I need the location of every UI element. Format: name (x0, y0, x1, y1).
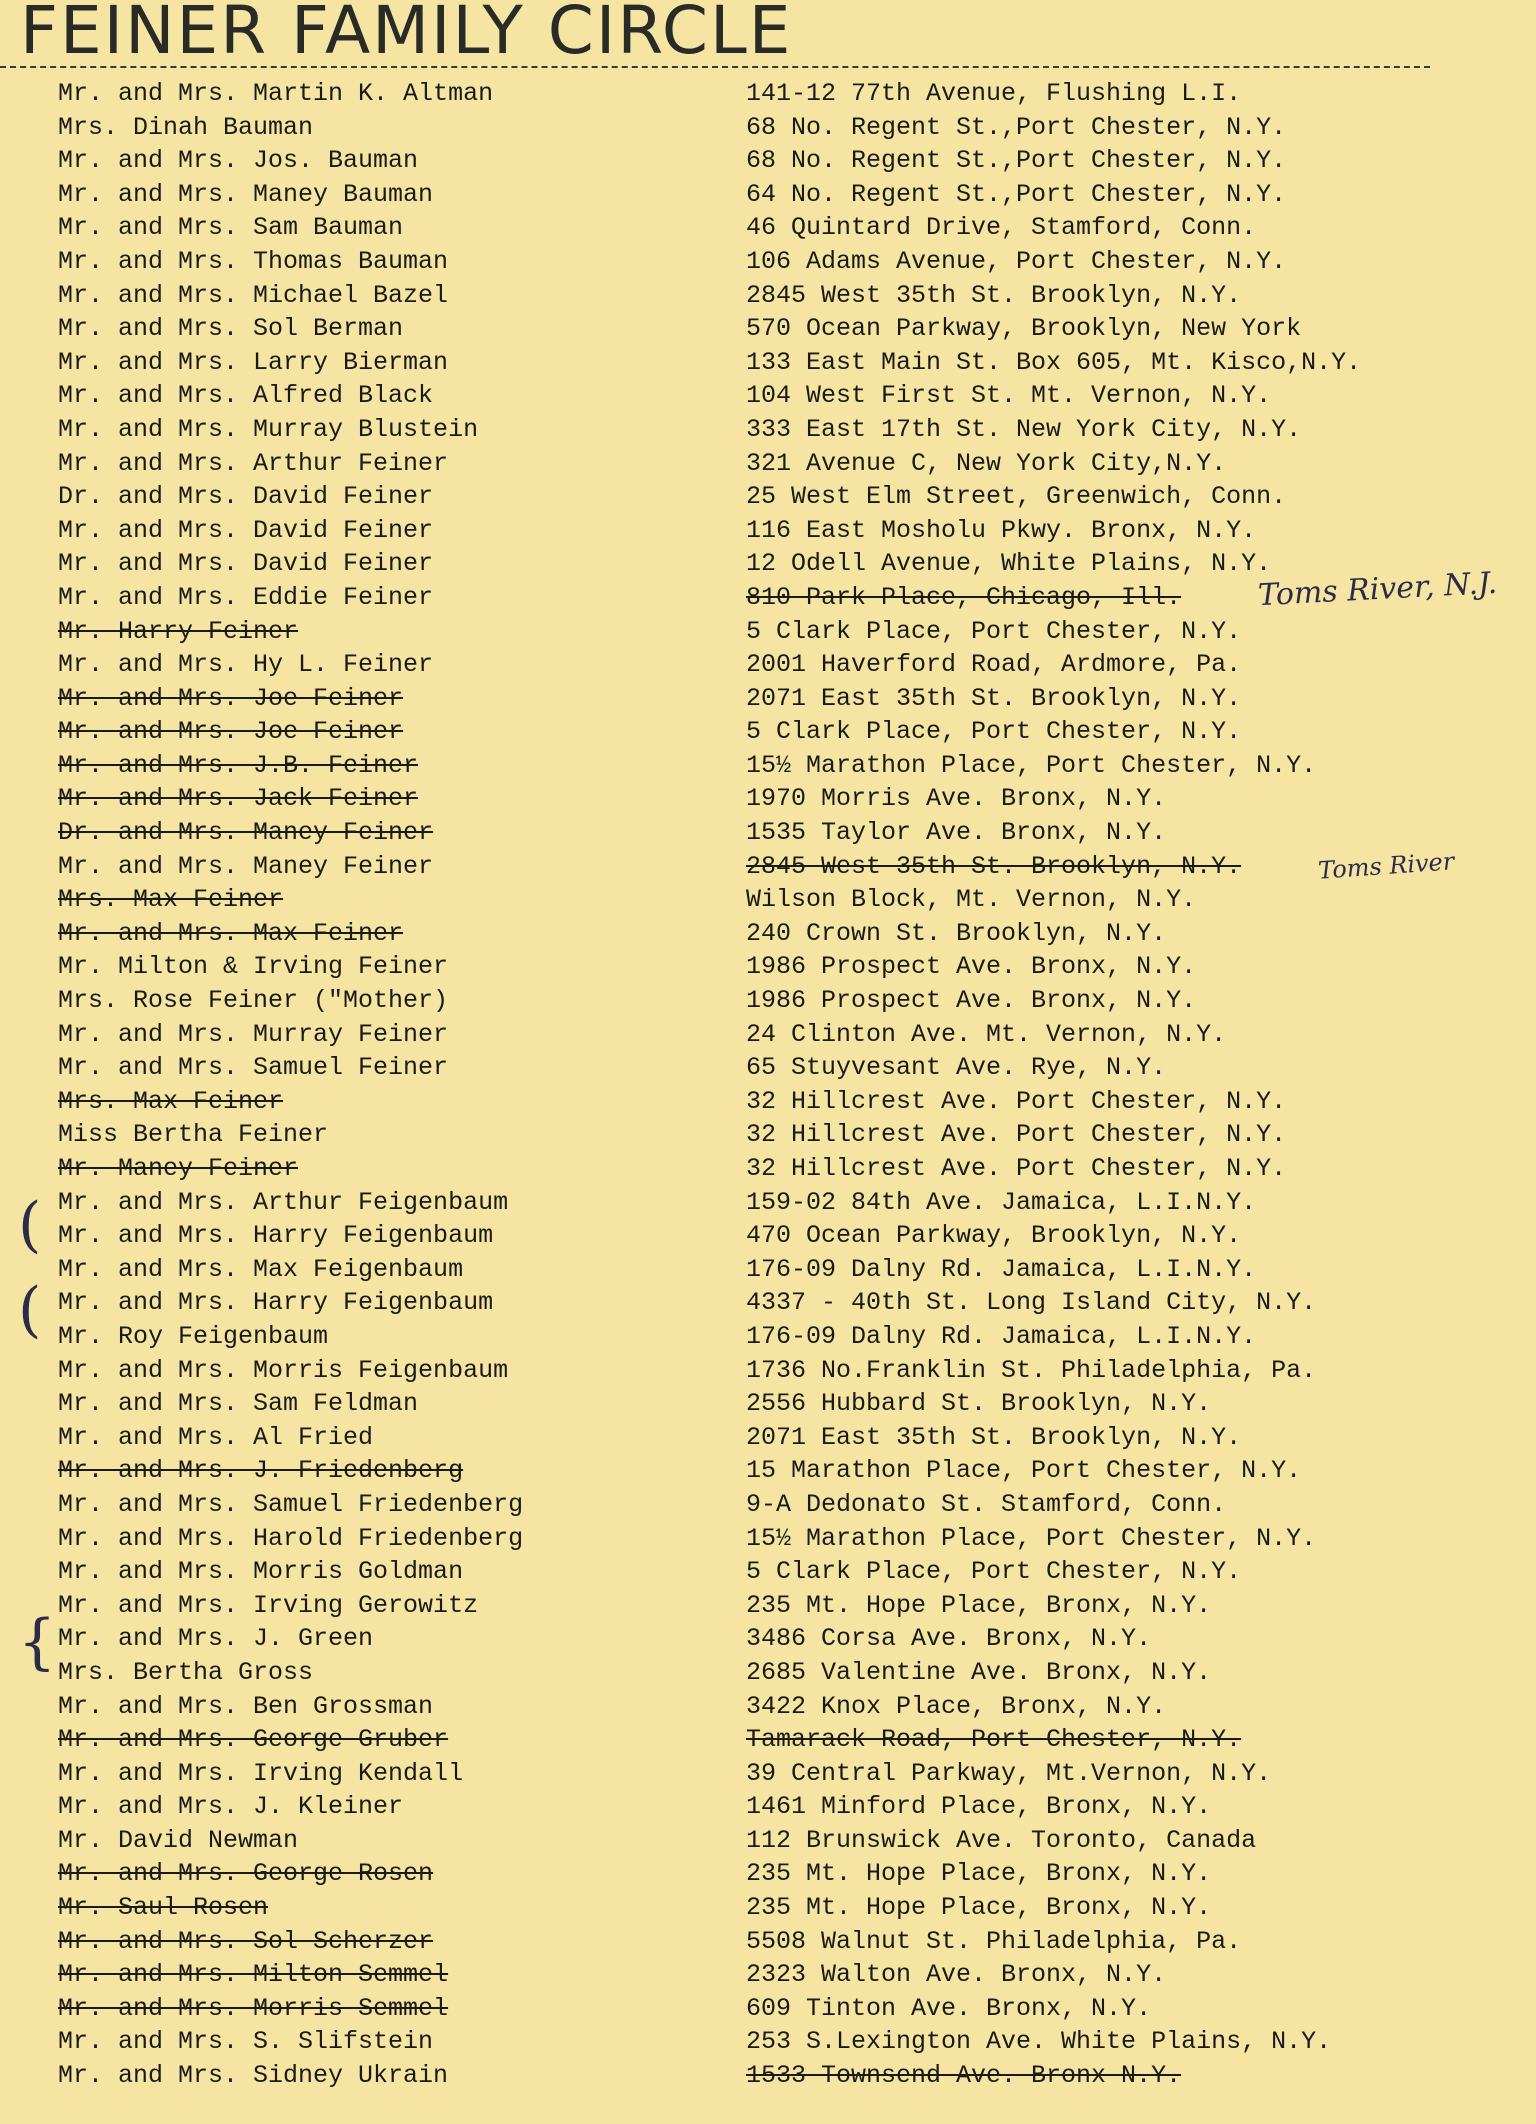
entry-name: Mr. and Mrs. Irving Kendall (58, 1758, 464, 1788)
list-item (0, 1723, 1536, 1757)
entry-name: Mrs. Rose Feiner ("Mother) (58, 986, 449, 1016)
entry-name: Mr. and Mrs. Maney Bauman (58, 179, 434, 209)
entry-address: 112 Brunswick Ave. Toronto, Canada (746, 1825, 1257, 1855)
list-item (0, 1958, 1536, 1992)
entry-name: Mr. and Mrs. Eddie Feiner (58, 582, 434, 612)
list-item (0, 1925, 1536, 1959)
entry-address: 2071 East 35th St. Brooklyn, N.Y. (746, 683, 1242, 713)
entry-address: 570 Ocean Parkway, Brooklyn, New York (746, 314, 1302, 344)
entry-address: 2071 East 35th St. Brooklyn, N.Y. (746, 1422, 1242, 1452)
list-item (0, 749, 1536, 783)
entry-name: Mr. and Mrs. Arthur Feigenbaum (58, 1187, 509, 1217)
entry-name: Mr. and Mrs. J. Green (58, 1624, 374, 1654)
entry-address: 1986 Prospect Ave. Bronx, N.Y. (746, 952, 1197, 982)
entry-address: 1535 Taylor Ave. Bronx, N.Y. (746, 818, 1167, 848)
entry-address: 235 Mt. Hope Place, Bronx, N.Y. (746, 1859, 1212, 1889)
entry-address: 2845 West 35th St. Brooklyn, N.Y. (746, 851, 1242, 881)
entry-name: Mr. and Mrs. Murray Feiner (58, 1019, 449, 1049)
entry-address: 25 West Elm Street, Greenwich, Conn. (746, 482, 1287, 512)
entry-address: 32 Hillcrest Ave. Port Chester, N.Y. (746, 1120, 1287, 1150)
entry-address: 3422 Knox Place, Bronx, N.Y. (746, 1691, 1167, 1721)
handwritten-note: Toms River, N.J. (1257, 565, 1498, 614)
list-item (0, 1790, 1536, 1824)
entry-address: 68 No. Regent St.,Port Chester, N.Y. (746, 112, 1287, 142)
list-item (0, 1051, 1536, 1085)
entry-address: 15 Marathon Place, Port Chester, N.Y. (746, 1456, 1302, 1486)
entry-address: 235 Mt. Hope Place, Bronx, N.Y. (746, 1590, 1212, 1620)
list-item (0, 447, 1536, 481)
entry-name: Mr. and Mrs. Morris Feigenbaum (58, 1355, 509, 1385)
list-item (0, 682, 1536, 716)
list-item (0, 211, 1536, 245)
entry-address: 141-12 77th Avenue, Flushing L.I. (746, 79, 1242, 108)
entry-address: 5508 Walnut St. Philadelphia, Pa. (746, 1926, 1242, 1956)
list-item (0, 917, 1536, 951)
entry-name: Mr. and Mrs. Thomas Bauman (58, 246, 449, 276)
entry-name: Mr. and Mrs. Jack Feiner (58, 784, 419, 814)
entry-name: Mr. and Mrs. David Feiner (58, 515, 434, 545)
list-item (0, 77, 1536, 111)
list-item (0, 984, 1536, 1018)
entry-address: 1461 Minford Place, Bronx, N.Y. (746, 1792, 1212, 1822)
list-item (0, 1857, 1536, 1891)
entry-address: 9-A Dedonato St. Stamford, Conn. (746, 1489, 1227, 1519)
entry-name: Mrs. Max Feiner (58, 1086, 284, 1116)
entry-address: 1986 Prospect Ave. Bronx, N.Y. (746, 986, 1197, 1016)
entry-address: 176-09 Dalny Rd. Jamaica, L.I.N.Y. (746, 1254, 1257, 1284)
entry-address: 65 Stuyvesant Ave. Rye, N.Y. (746, 1053, 1167, 1083)
entry-name: Mr. and Mrs. Max Feigenbaum (58, 1254, 464, 1284)
entry-address: 333 East 17th St. New York City, N.Y. (746, 414, 1302, 444)
handwritten-brace-mark: { (18, 1607, 57, 1677)
entry-name: Mr. and Mrs. J. Kleiner (58, 1792, 404, 1822)
entry-address: 609 Tinton Ave. Bronx, N.Y. (746, 1993, 1152, 2023)
list-item (0, 1656, 1536, 1690)
entry-name: Mrs. Bertha Gross (58, 1657, 314, 1687)
list-item (0, 615, 1536, 649)
entry-name: Mr. and Mrs. Joe Feiner (58, 717, 404, 747)
list-item (0, 1488, 1536, 1522)
entry-address: 24 Clinton Ave. Mt. Vernon, N.Y. (746, 1019, 1227, 1049)
entry-address: 12 Odell Avenue, White Plains, N.Y. (746, 549, 1272, 579)
entry-name: Mr. Saul Rosen (58, 1893, 269, 1923)
entry-address: 46 Quintard Drive, Stamford, Conn. (746, 213, 1257, 243)
list-item (0, 279, 1536, 313)
list-item (0, 346, 1536, 380)
list-item (0, 144, 1536, 178)
list-item (0, 648, 1536, 682)
entry-address: 240 Crown St. Brooklyn, N.Y. (746, 918, 1167, 948)
entry-address: 2001 Haverford Road, Ardmore, Pa. (746, 650, 1242, 680)
entry-name: Mr. and Mrs. Max Feiner (58, 918, 404, 948)
entry-address: 176-09 Dalny Rd. Jamaica, L.I.N.Y. (746, 1321, 1257, 1351)
entry-name: Mr. and Mrs. Sam Bauman (58, 213, 404, 243)
handwritten-bracket-mark: ( (18, 1275, 42, 1345)
list-item (0, 1219, 1536, 1253)
entry-address: 5 Clark Place, Port Chester, N.Y. (746, 717, 1242, 747)
entry-address: 4337 - 40th St. Long Island City, N.Y. (746, 1288, 1317, 1318)
entry-name: Mr. and Mrs. Samuel Feiner (58, 1053, 449, 1083)
entry-name: Dr. and Mrs. David Feiner (58, 482, 434, 512)
list-item (0, 379, 1536, 413)
entry-name: Mr. and Mrs. Hy L. Feiner (58, 650, 434, 680)
list-item (0, 2025, 1536, 2059)
entry-name: Mr. and Mrs. S. Slifstein (58, 2027, 434, 2057)
entry-name: Mr. and Mrs. Arthur Feiner (58, 448, 449, 478)
entry-address: 2323 Walton Ave. Bronx, N.Y. (746, 1960, 1167, 1990)
entry-address: 470 Ocean Parkway, Brooklyn, N.Y. (746, 1221, 1242, 1251)
entry-name: Mr. and Mrs. Samuel Friedenberg (58, 1489, 524, 1519)
entry-address: 2685 Valentine Ave. Bronx, N.Y. (746, 1657, 1212, 1687)
list-item (0, 111, 1536, 145)
list-item (0, 514, 1536, 548)
entry-name: Mr. and Mrs. Martin K. Altman (58, 79, 494, 108)
list-item (0, 1421, 1536, 1455)
list-item (0, 715, 1536, 749)
entry-name: Mr. and Mrs. Morris Semmel (58, 1993, 449, 2023)
list-item (0, 1589, 1536, 1623)
entry-address: 133 East Main St. Box 605, Mt. Kisco,N.Y. (746, 347, 1362, 377)
entry-address: 5 Clark Place, Port Chester, N.Y. (746, 616, 1242, 646)
handwritten-bracket-mark: ( (18, 1190, 42, 1260)
list-item (0, 1522, 1536, 1556)
entry-address: Tamarack Road, Port Chester, N.Y. (746, 1725, 1242, 1755)
entry-address: 1970 Morris Ave. Bronx, N.Y. (746, 784, 1167, 814)
entry-name: Mr. and Mrs. Maney Feiner (58, 851, 434, 881)
list-item (0, 1320, 1536, 1354)
list-item (0, 1454, 1536, 1488)
list-item (0, 1690, 1536, 1724)
entry-address: 104 West First St. Mt. Vernon, N.Y. (746, 381, 1272, 411)
list-item (0, 413, 1536, 447)
entry-name: Mr. and Mrs. Sol Berman (58, 314, 404, 344)
entry-name: Mr. and Mrs. David Feiner (58, 549, 434, 579)
entry-name: Mr. and Mrs. Irving Gerowitz (58, 1590, 479, 1620)
address-list (0, 77, 1536, 2093)
list-item (0, 1387, 1536, 1421)
entry-address: 3486 Corsa Ave. Bronx, N.Y. (746, 1624, 1152, 1654)
list-item (0, 883, 1536, 917)
entry-name: Miss Bertha Feiner (58, 1120, 329, 1150)
entry-name: Mr. and Mrs. Jos. Bauman (58, 146, 419, 176)
entry-address: 2845 West 35th St. Brooklyn, N.Y. (746, 280, 1242, 310)
list-item (0, 1992, 1536, 2026)
entry-name: Mr. and Mrs. Alfred Black (58, 381, 434, 411)
entry-address: 810 Park Place, Chicago, Ill. (746, 582, 1182, 612)
handwritten-note: Toms River (1317, 847, 1456, 885)
entry-address: Wilson Block, Mt. Vernon, N.Y. (746, 885, 1197, 915)
entry-name: Mr. Milton & Irving Feiner (58, 952, 449, 982)
entry-name: Mr. and Mrs. Al Fried (58, 1422, 374, 1452)
list-item (0, 782, 1536, 816)
entry-address: 159-02 84th Ave. Jamaica, L.I.N.Y. (746, 1187, 1257, 1217)
entry-name: Mr. and Mrs. J.B. Feiner (58, 750, 419, 780)
entry-address: 253 S.Lexington Ave. White Plains, N.Y. (746, 2027, 1332, 2057)
list-item (0, 1286, 1536, 1320)
entry-name: Mrs. Max Feiner (58, 885, 284, 915)
list-item (0, 1824, 1536, 1858)
entry-address: 32 Hillcrest Ave. Port Chester, N.Y. (746, 1086, 1287, 1116)
list-item (0, 1622, 1536, 1656)
list-item (0, 178, 1536, 212)
entry-address: 39 Central Parkway, Mt.Vernon, N.Y. (746, 1758, 1272, 1788)
entry-address: 32 Hillcrest Ave. Port Chester, N.Y. (746, 1154, 1287, 1183)
entry-name: Dr. and Mrs. Maney Feiner (58, 818, 434, 848)
entry-name: Mr. and Mrs. George Rosen (58, 1859, 434, 1889)
entry-name: Mr. and Mrs. Larry Bierman (58, 347, 449, 377)
entry-address: 235 Mt. Hope Place, Bronx, N.Y. (746, 1893, 1212, 1923)
entry-name: Mr. and Mrs. Ben Grossman (58, 1691, 434, 1721)
list-item (0, 1152, 1536, 1186)
list-item (0, 1253, 1536, 1287)
entry-name: Mr. Harry Feiner (58, 616, 299, 646)
title-divider (0, 66, 1430, 68)
entry-name: Mrs. Dinah Bauman (58, 112, 314, 142)
list-item (0, 1555, 1536, 1589)
list-item (0, 1018, 1536, 1052)
entry-address: 15½ Marathon Place, Port Chester, N.Y. (746, 750, 1317, 780)
list-item (0, 850, 1536, 884)
list-item (0, 1085, 1536, 1119)
entry-name: Mr. and Mrs. Harold Friedenberg (58, 1523, 524, 1553)
entry-address: 15½ Marathon Place, Port Chester, N.Y. (746, 1523, 1317, 1553)
entry-name: Mr. and Mrs. George Gruber (58, 1725, 449, 1755)
entry-name: Mr. Roy Feigenbaum (58, 1321, 329, 1351)
entry-name: Mr. and Mrs. Michael Bazel (58, 280, 449, 310)
entry-name: Mr. and Mrs. Morris Goldman (58, 1557, 464, 1587)
list-item (0, 245, 1536, 279)
entry-name: Mr. and Mrs. Harry Feigenbaum (58, 1221, 494, 1251)
entry-address: 64 No. Regent St.,Port Chester, N.Y. (746, 179, 1287, 209)
list-item (0, 950, 1536, 984)
list-item (0, 1186, 1536, 1220)
list-item (0, 480, 1536, 514)
entry-address: 1736 No.Franklin St. Philadelphia, Pa. (746, 1355, 1317, 1385)
list-item (0, 312, 1536, 346)
entry-name: Mr. and Mrs. Milton Semmel (58, 1960, 449, 1990)
entry-name: Mr. Maney Feiner (58, 1154, 299, 1183)
entry-name: Mr. and Mrs. Sol Scherzer (58, 1926, 434, 1956)
entry-name: Mr. and Mrs. Joe Feiner (58, 683, 404, 713)
list-item (0, 1354, 1536, 1388)
entry-name: Mr. and Mrs. J. Friedenberg (58, 1456, 464, 1486)
entry-name: Mr. David Newman (58, 1825, 299, 1855)
entry-name: Mr. and Mrs. Sam Feldman (58, 1389, 419, 1419)
entry-address: 68 No. Regent St.,Port Chester, N.Y. (746, 146, 1287, 176)
list-item (0, 1757, 1536, 1791)
entry-name: Mr. and Mrs. Murray Blustein (58, 414, 479, 444)
list-item (0, 1118, 1536, 1152)
document-title: FEINER FAMILY CIRCLE (20, 0, 793, 69)
entry-address: 116 East Mosholu Pkwy. Bronx, N.Y. (746, 515, 1257, 545)
list-item (0, 1891, 1536, 1925)
entry-name: Mr. and Mrs. Sidney Ukrain (58, 2061, 449, 2091)
entry-address: 1533 Townsend Ave. Bronx N.Y. (746, 2061, 1182, 2091)
list-item (0, 816, 1536, 850)
entry-name: Mr. and Mrs. Harry Feigenbaum (58, 1288, 494, 1318)
entry-address: 106 Adams Avenue, Port Chester, N.Y. (746, 246, 1287, 276)
entry-address: 5 Clark Place, Port Chester, N.Y. (746, 1557, 1242, 1587)
entry-address: 321 Avenue C, New York City,N.Y. (746, 448, 1227, 478)
entry-address: 2556 Hubbard St. Brooklyn, N.Y. (746, 1389, 1212, 1419)
list-item (0, 2059, 1536, 2093)
